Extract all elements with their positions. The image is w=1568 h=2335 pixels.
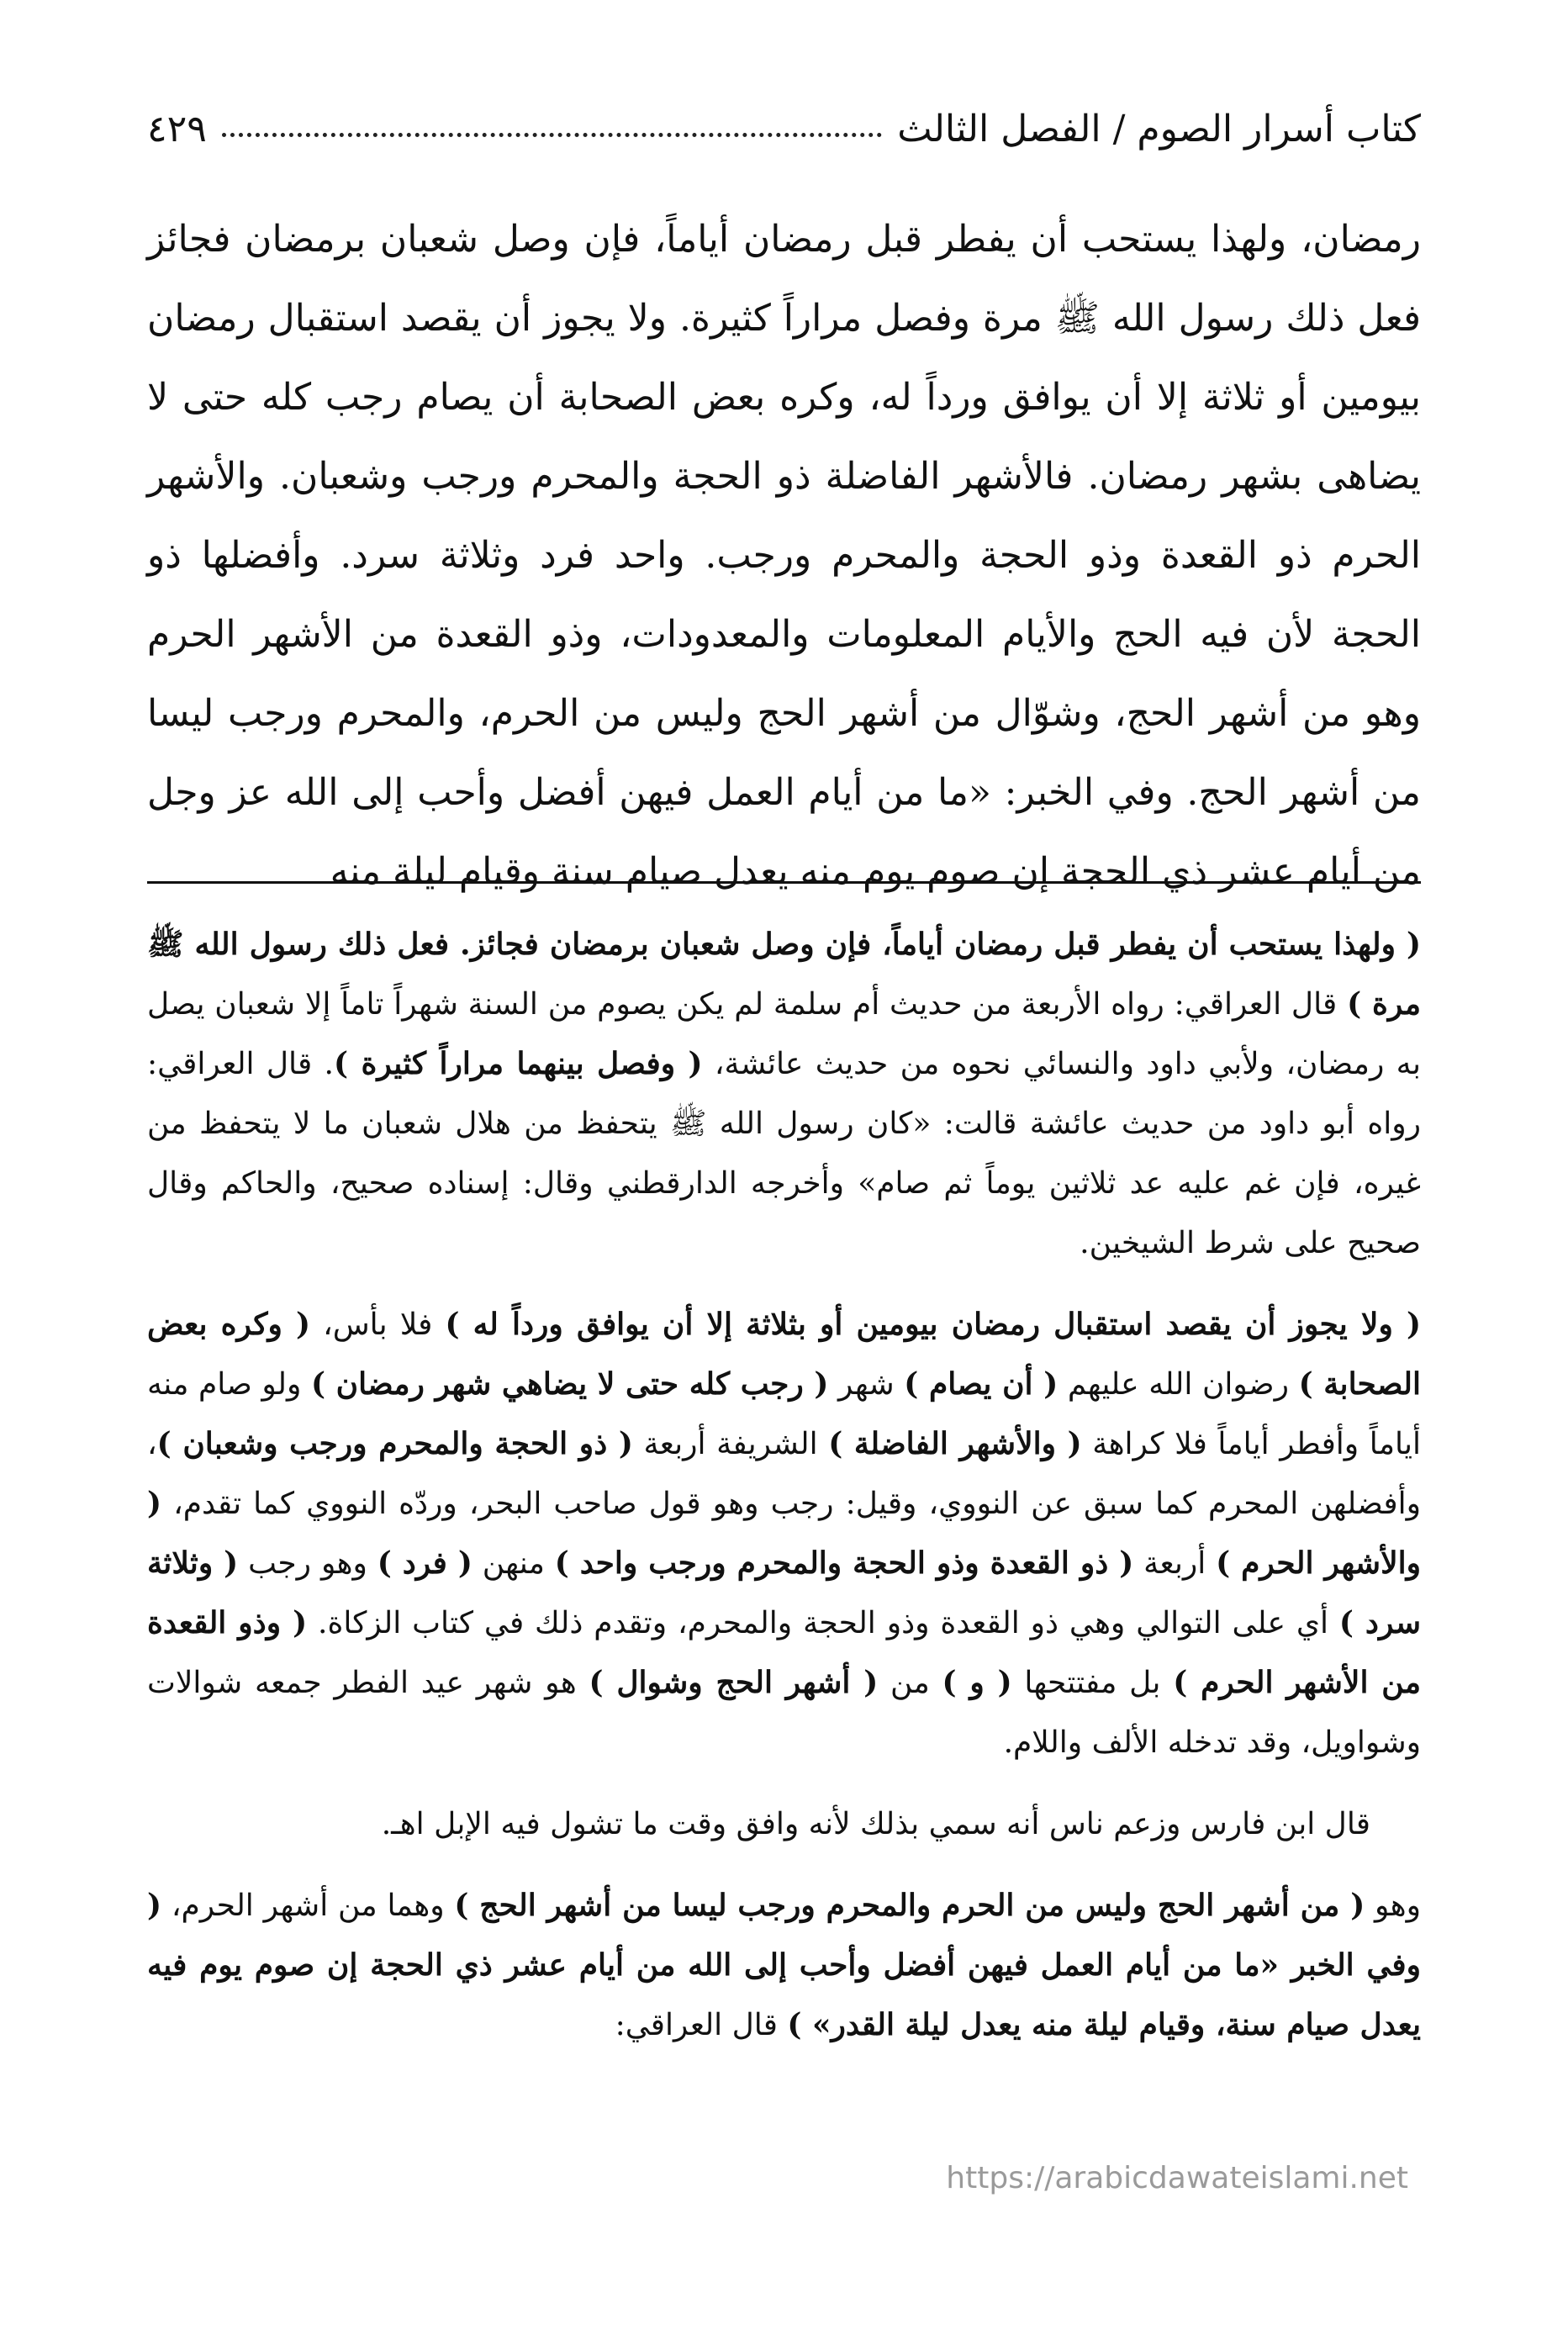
commentary-paragraph-2 bbox=[147, 1295, 1421, 1772]
commentary-segment: أربعة bbox=[1133, 1546, 1217, 1581]
commentary-segment: وهما من أشهر الحرم، bbox=[161, 1889, 455, 1923]
commentary-segment: ( رجب كله حتى لا يضاهي شهر رمضان ) bbox=[310, 1366, 829, 1402]
commentary-segment: ، وأفضلهن المحرم كما سبق عن النووي، وقيل: رجب وهو قول صاحب البحر، وردّه النووي كما تقدم، bbox=[147, 1427, 1421, 1521]
commentary-paragraph-1 bbox=[147, 915, 1421, 1273]
commentary-segment: الشريفة أربعة bbox=[632, 1427, 829, 1461]
commentary-segment: رضوان الله عليهم bbox=[1058, 1367, 1299, 1402]
commentary-segment: ( أشهر الحج وشوال ) bbox=[589, 1665, 879, 1700]
commentary-segment: من bbox=[878, 1666, 942, 1700]
commentary-segment: ( ولا يجوز أن يقصد استقبال رمضان بيومين أو بثلاثة إلا أن يوافق ورداً له ) bbox=[445, 1307, 1421, 1342]
running-title: كتاب أسرار الصوم / الفصل الثالث bbox=[897, 107, 1421, 151]
footnote-divider bbox=[147, 881, 1421, 884]
commentary-segment: ( وكره بعض الصحابة ) bbox=[147, 1307, 1421, 1402]
commentary-segment: ( ولهذا يستحب أن يفطر قبل رمضان أياماً، فإن وصل شعبان برمضان فجائز. فعل ذلك رسول الله ﷺ مرة ) bbox=[147, 927, 1422, 1022]
commentary-segment: ( والأشهر الحرم ) bbox=[147, 1486, 1421, 1581]
commentary-segment: بل مفتتحها bbox=[1011, 1666, 1174, 1700]
commentary-segment: ( و ) bbox=[942, 1665, 1012, 1700]
commentary-segment: فلا بأس، bbox=[310, 1307, 446, 1342]
commentary-segment: ( ذو الحجة والمحرم ورجب وشعبان ) bbox=[156, 1426, 633, 1461]
commentary-segment: قال العراقي: رواه الأربعة من حديث أم سلمة لم يكن يصوم من السنة شهراً تاماً إلا شعبان يصل به رمضان، ولأبي داود والنسائي نحوه من حديث عائشة، bbox=[147, 987, 1421, 1081]
commentary-segment: ( فرد ) bbox=[377, 1545, 473, 1581]
commentary-segment: وهو bbox=[1365, 1889, 1421, 1923]
commentary bbox=[147, 915, 1421, 2077]
commentary-segment: وهو رجب bbox=[238, 1546, 377, 1581]
commentary-segment: ولو صام منه أياماً وأفطر أياماً فلا كراهة bbox=[147, 1367, 1421, 1461]
commentary-segment: ( وذو القعدة من الأشهر الحرم ) bbox=[147, 1605, 1421, 1700]
commentary-segment: ( أن يصام ) bbox=[904, 1366, 1059, 1402]
commentary-segment: شهر bbox=[828, 1367, 905, 1402]
commentary-paragraph-3 bbox=[147, 1876, 1421, 2055]
commentary-segment: منهن bbox=[472, 1546, 555, 1581]
main-paragraph: رمضان، ولهذا يستحب أن يفطر قبل رمضان أياماً، فإن وصل شعبان برمضان فجائز فعل ذلك رسول الله ﷺ مرة وفصل مراراً كثيرة. ولا يجوز أن يقصد استقبال رمضان بيومين أو ثلاثة إلا أن يوافق ورداً له، وكره بعض الصحابة أن يصام رجب كله حتى لا يضاهى بشهر رمضان. فالأشهر الفاضلة ذو الحجة والمحرم ورجب وشعبان. والأشهر الحرم ذو القعدة وذو الحجة والمحرم ورجب. واحد فرد وثلاثة سرد. وأفضلها ذو الحجة لأن فيه الحج والأيام المعلومات والمعدودات، وذو القعدة من الأشهر الحرم وهو من أشهر الحج، وشوّال من أشهر الحج وليس من الحرم، والمحرم ورجب ليسا من أشهر الحج. وفي الخبر: «ما من أيام العمل فيهن أفضل وأحب إلى الله عز وجل من أيام عشر ذي الحجة إن صوم يوم منه يعدل صيام سنة وقيام ليلة منه bbox=[147, 218, 1421, 893]
page-number: ٤٢٩ bbox=[147, 107, 207, 151]
commentary-segment: ( والأشهر الفاضلة ) bbox=[828, 1426, 1082, 1461]
commentary-segment: ( وفصل بينهما مراراً كثيرة ) bbox=[334, 1046, 703, 1081]
commentary-segment: أي على التوالي وهي ذو القعدة وذو الحجة والمحرم، وتقدم ذلك في كتاب الزكاة. bbox=[307, 1606, 1339, 1640]
commentary-segment: قال العراقي: bbox=[615, 2008, 788, 2042]
commentary-segment: ( وثلاثة سرد ) bbox=[147, 1545, 1421, 1640]
page-header bbox=[147, 99, 1421, 158]
site-watermark: https://arabicdawateislami.net bbox=[946, 2161, 1408, 2195]
main-text bbox=[147, 200, 1421, 911]
commentary-segment: ( من أشهر الحج وليس من الحرم والمحرم ورجب ليسا من أشهر الحج ) bbox=[454, 1888, 1365, 1923]
commentary-segment: ( وفي الخبر «ما من أيام العمل فيهن أفضل وأحب إلى الله من أيام عشر ذي الحجة إن صوم يوم فيه يعدل صيام سنة، وقيام ليلة منه يعدل ليلة القدر» ) bbox=[147, 1888, 1421, 2042]
commentary-segment: ( ذو القعدة وذو الحجة والمحرم ورجب واحد ) bbox=[554, 1545, 1134, 1581]
commentary-segment: . قال العراقي: رواه أبو داود من حديث عائشة قالت: «كان رسول الله ﷺ يتحفظ من هلال شعبان ما لا يتحفظ من غيره، فإن غم عليه عد ثلاثين يوماً ثم صام» وأخرجه الدارقطني وقال: إسناده صحيح، والحاكم وقال صحيح على شرط الشيخين. bbox=[147, 1047, 1421, 1260]
dotted-leader bbox=[222, 133, 882, 137]
commentary-quote: قال ابن فارس وزعم ناس أنه سمي بذلك لأنه وافق وقت ما تشول فيه الإبل اهـ. bbox=[381, 1807, 1370, 1841]
commentary-segment: هو شهر عيد الفطر جمعه شوالات وشواويل، وقد تدخله الألف واللام. bbox=[147, 1666, 1421, 1760]
